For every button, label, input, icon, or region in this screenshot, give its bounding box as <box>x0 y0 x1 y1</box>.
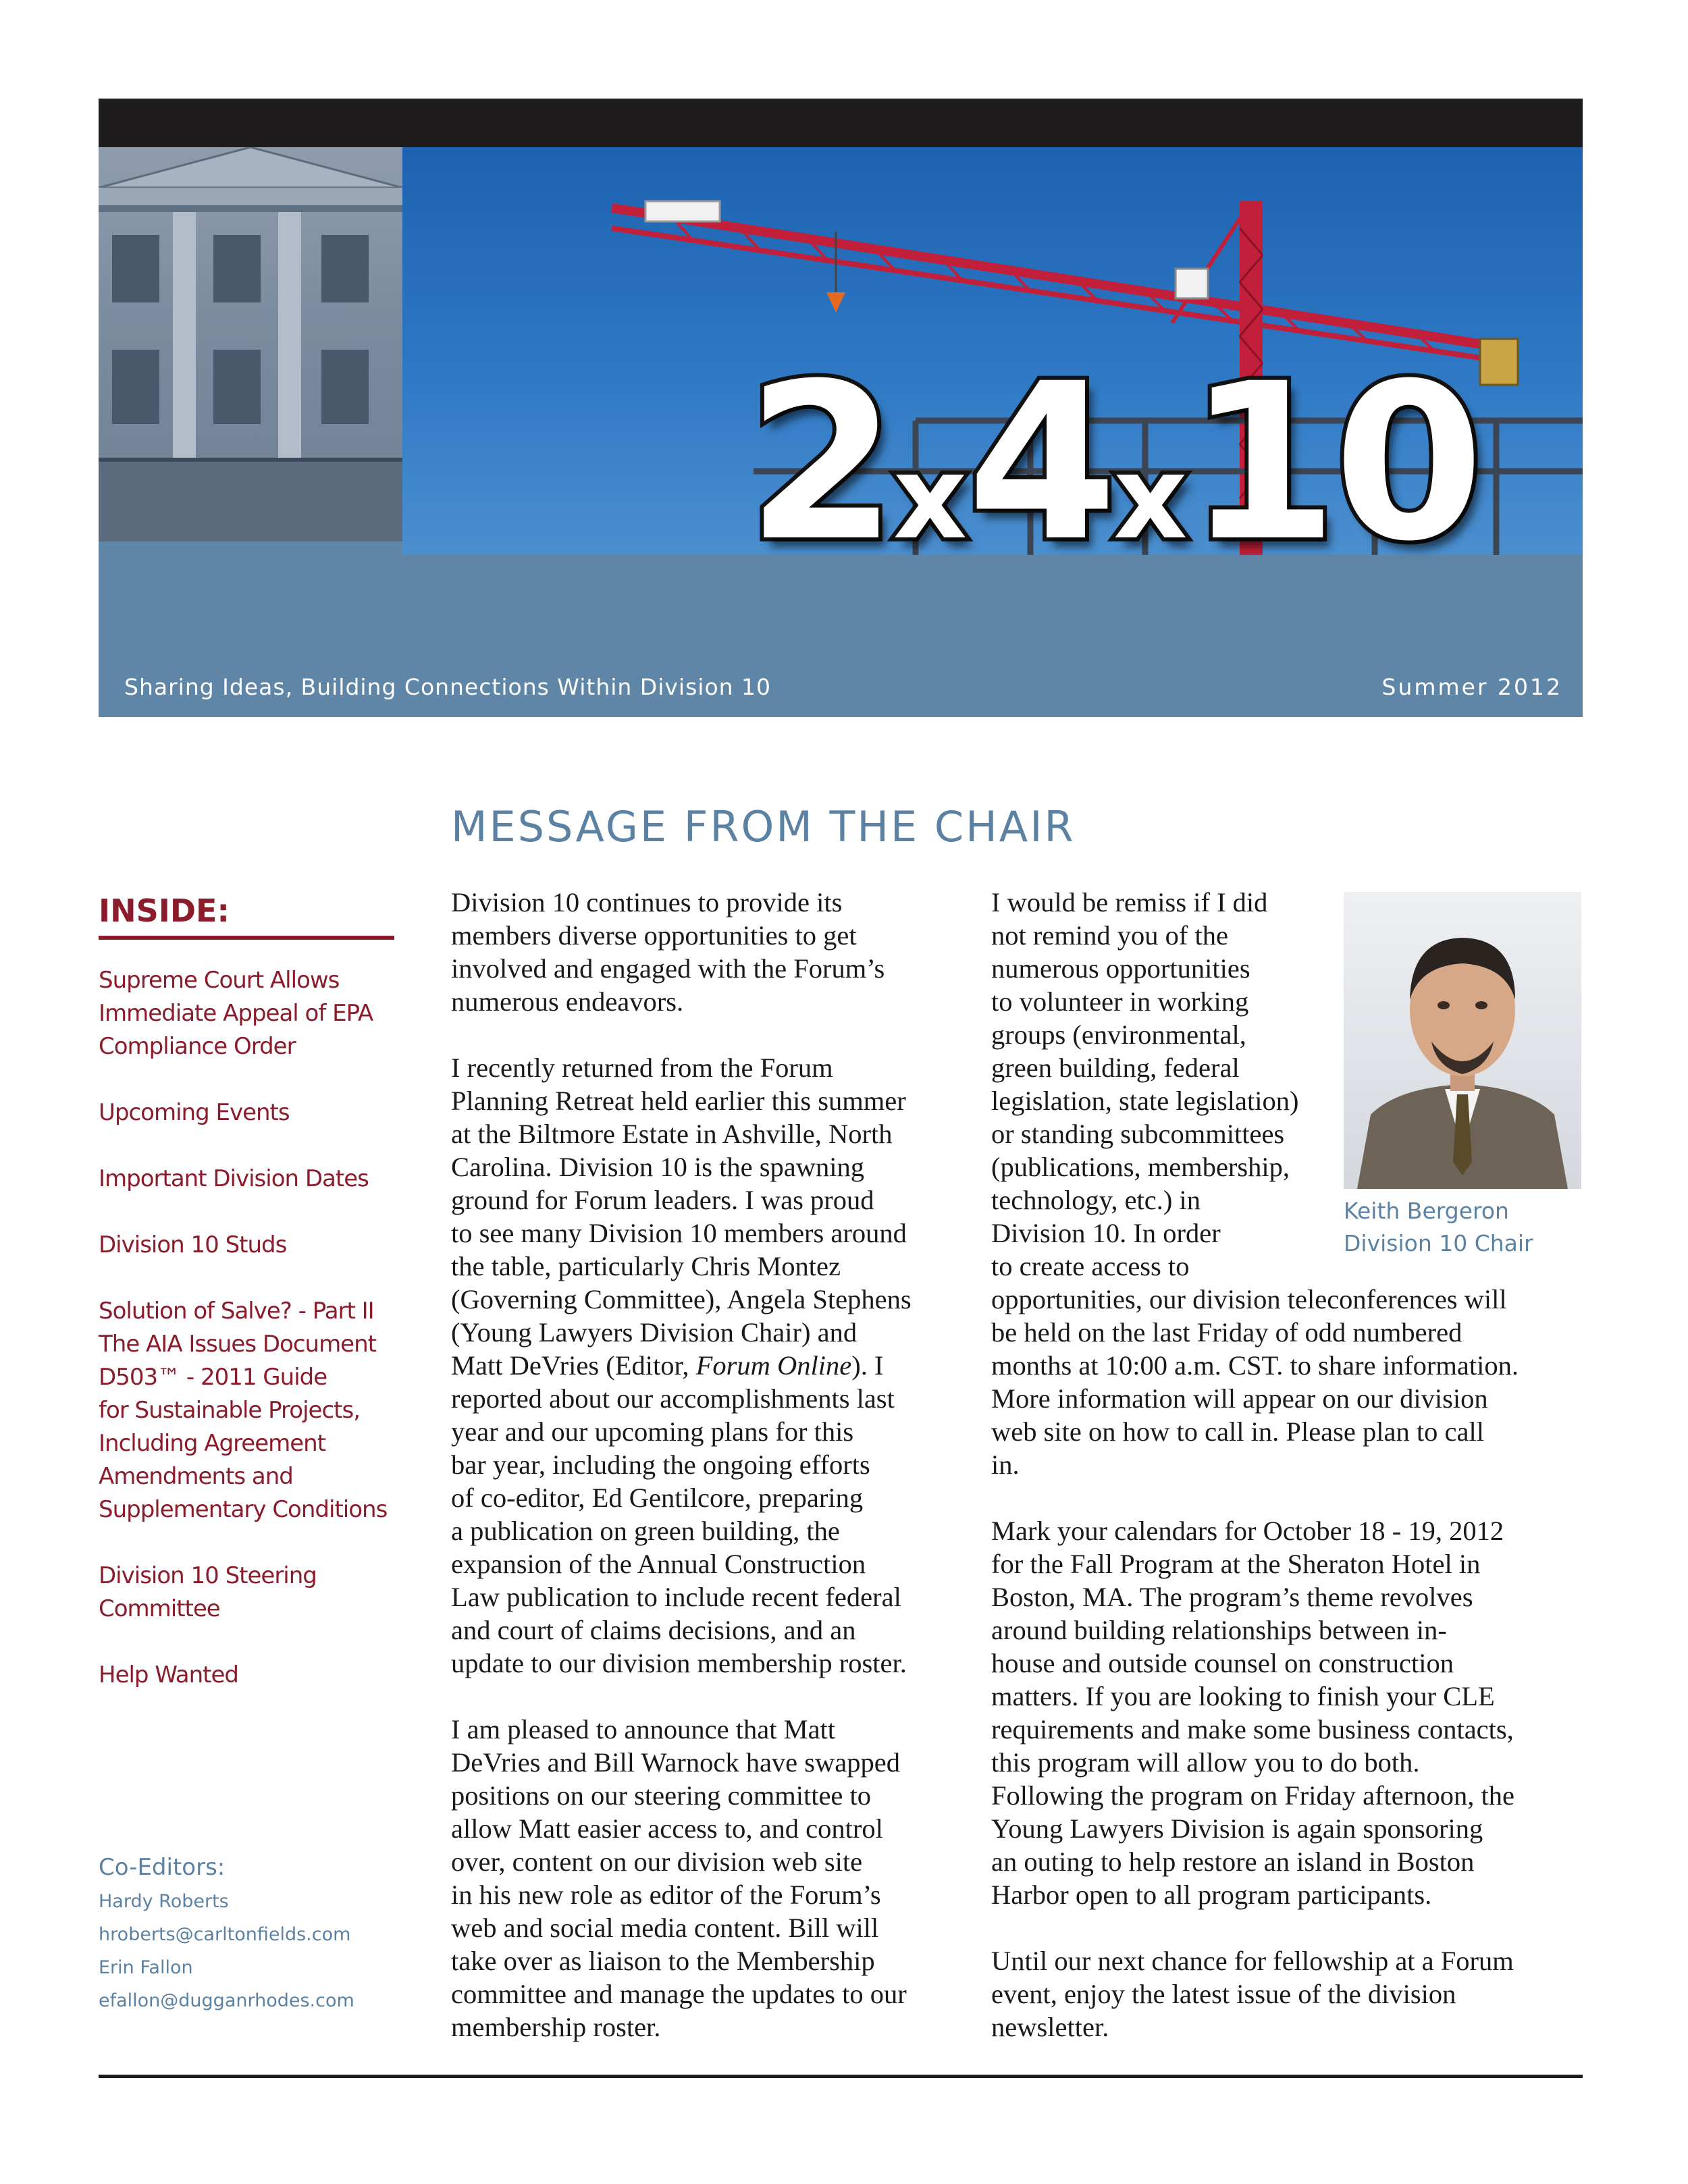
paragraph-text: I recently returned from the Forum Planning Retreat held earlier this summer at the Biltmore Estate in Ashville, North Carolina. Division 10 is the spawning ground for Forum leaders. I was proud to see many Division 10 members around the table, particularly Chris Montez (Governing Committee), Angela Stephens (Young Lawyers Division Chair) and Matt DeVries (Editor, <box>451 1053 912 1381</box>
issue-date: Summer 2012 <box>1381 674 1562 700</box>
toc-item[interactable]: Division 10 Steering Committee <box>99 1562 317 1622</box>
toc-item[interactable]: Upcoming Events <box>99 1099 290 1126</box>
publication-title: Forum Online <box>695 1350 852 1381</box>
photo-caption <box>1344 1195 1581 1260</box>
article-paragraph: Mark your calendars for October 18 - 19, 2012 for the Fall Program at the Sheraton Hotel in Boston, MA. The program’s theme revolves around building relationships between in- house and outside counsel on construction matters. If you are looking to finish your CLE requirements and make some business contacts, this program will allow you to do both. Following the program on Friday afternoon, the Young Lawyers Division is again sponsoring an outing to help restore an island in Boston Harbor open to all program participants. <box>991 1516 1514 1910</box>
editor-email-link[interactable]: hroberts@carltonfields.com <box>99 1924 351 1945</box>
toc-item[interactable]: Help Wanted <box>99 1661 238 1688</box>
newsletter-logo-title <box>747 338 1583 589</box>
section-title: MESSAGE FROM THE CHAIR <box>451 802 1076 851</box>
toc-item[interactable]: Solution of Salve? - Part II The AIA Issues Document D503™ - 2011 Guide for Sustainable Projects, Including Agreement Amendments and Supplementary Conditions <box>99 1298 388 1523</box>
article-paragraph: I am pleased to announce that Matt DeVries and Bill Warnock have swapped positions on our steering committee to allow Matt easier access to, and control over, content on our division web site in his new role as editor of the Forum’s web and social media content. Bill will take over as liaison to the Membership committee and manage the updates to our membership roster. <box>451 1714 907 2042</box>
toc-item[interactable]: Important Division Dates <box>99 1165 369 1192</box>
toc-item[interactable]: Division 10 Studs <box>99 1231 287 1258</box>
caption-title: Division 10 Chair <box>1344 1230 1533 1256</box>
co-editors-label: Co-Editors: <box>99 1854 226 1881</box>
footer-divider <box>99 2075 1583 2078</box>
article-paragraph: I would be remiss if I did not remind you of the numerous opportunities to volunteer in working groups (environmental, green building, federal legislation, state legislation) or standing subcommittees (publications, membership, technology, etc.) in Division 10. In order to create access to opportunities, our division teleconferences will be held on the last Friday of odd numbered months at 10:00 a.m. CST. to share information. More information will appear on our division web site on how to call in. Please plan to call in. <box>991 887 1519 1480</box>
logo-x-separator: x <box>1113 431 1188 565</box>
paragraph-text: ). I reported about our accomplishments last year and our upcoming plans for this bar year, including the ongoing efforts of co-editor, Ed Gentilcore, preparing a publication on green building, the expansion of the Annual Construction Law publication to include recent federal and court of claims decisions, and an update to our division membership roster. <box>451 1350 907 1678</box>
logo-x-separator: x <box>893 431 968 565</box>
editor-name: Hardy Roberts <box>99 1891 229 1912</box>
inside-sidebar <box>99 890 402 1725</box>
courthouse-image <box>99 147 402 541</box>
article-paragraph: Division 10 continues to provide its members diverse opportunities to get involved and engaged with the Forum’s numerous endeavors. <box>451 887 885 1017</box>
masthead <box>99 99 1583 717</box>
logo-digit-2: 2 <box>747 338 893 589</box>
article-column-1 <box>451 886 964 2077</box>
co-editors <box>99 1850 402 2017</box>
caption-name: Keith Bergeron <box>1344 1198 1509 1224</box>
toc-item[interactable]: Supreme Court Allows Immediate Appeal of EPA Compliance Order <box>99 967 373 1060</box>
table-of-contents <box>99 964 402 1692</box>
logo-digit-4: 4 <box>967 338 1113 589</box>
article-paragraph <box>451 1051 964 1680</box>
article-paragraph: Until our next chance for fellowship at a Forum event, enjoy the latest issue of the division newsletter. <box>991 1946 1514 2042</box>
masthead-tagline: Sharing Ideas, Building Connections Within Division 10 <box>124 674 772 700</box>
editor-name: Erin Fallon <box>99 1957 193 1978</box>
logo-digits-10: 10 <box>1187 338 1480 589</box>
editor-email-link[interactable]: efallon@dugganrhodes.com <box>99 1990 354 2011</box>
chair-portrait-photo <box>1344 892 1581 1189</box>
masthead-top-bar <box>99 99 1583 147</box>
inside-heading: INSIDE: <box>99 890 394 940</box>
